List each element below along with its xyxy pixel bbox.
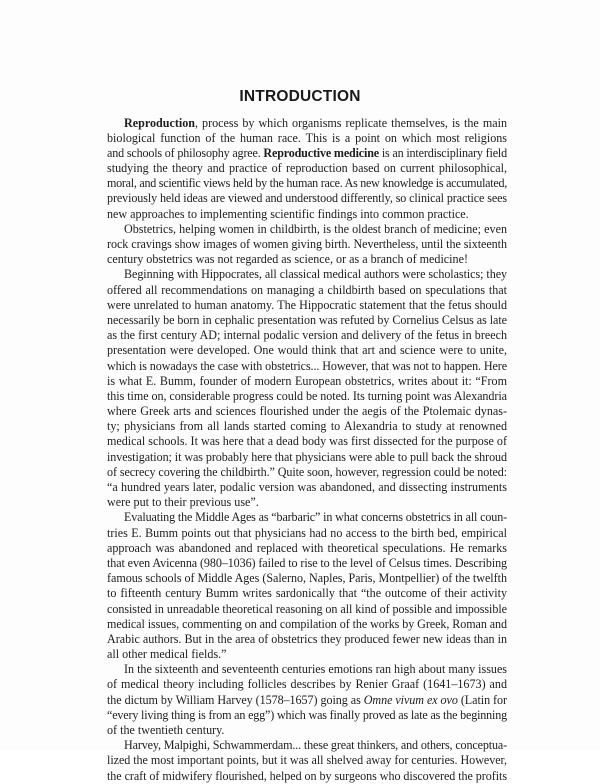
text-line: that even Avicenna (980–1036) failed to rise to the level of Celsus times. Describing <box>107 555 507 570</box>
text-line: century obstetrics was not regarded as science, or as a branch of medicine! <box>107 252 468 267</box>
paragraph <box>107 510 507 662</box>
text-line: famous schools of Middle Ages (Salerno, Naples, Paris, Montpellier) of the twelfth <box>107 571 507 586</box>
text-line: Obstetrics, helping women in childbirth, is the oldest branch of medicine; even <box>124 221 507 236</box>
text-line: Reproduction, process by which organisms replicate themselves, is the main <box>124 115 507 130</box>
text-line: previously held ideas are viewed and understood differently, so clinical practice sees <box>107 191 507 206</box>
text-line: as the first century AD; internal podalic version and delivery of the fetus in breech <box>107 328 507 343</box>
text-line: and schools of philosophy agree. Reproductive medicine is an interdisciplinary field <box>107 145 507 160</box>
text-line: the dictum by William Harvey (1578–1657) going as Omne vivum ex ovo (Latin for <box>107 692 507 707</box>
text-line: is what E. Bumm, founder of modern European obstetrics, writes about it: “From <box>107 373 507 388</box>
paragraph <box>107 222 507 268</box>
text-line: biological function of the human race. This is a point on which most religions <box>107 130 507 145</box>
text-line: medical issues, commenting on and compilation of the works by Greek, Roman and <box>107 616 507 631</box>
text-line: this time on, considerable progress could be noted. Its turning point was Alexandria <box>107 388 507 403</box>
paragraph <box>107 267 507 510</box>
text-line: were unrelated to human anatomy. The Hippocratic statement that the fetus should <box>107 297 507 312</box>
text-line: necessarily be born in cephalic presentation was refuted by Cornelius Celsus as late <box>107 312 508 327</box>
text-line: Arabic authors. But in the area of obstetrics they produced fewer new ideas than in <box>107 631 507 646</box>
paragraph <box>107 116 507 222</box>
text-line: of secrecy covering the childbirth.” Quite soon, however, regression could be noted: <box>107 464 507 479</box>
text-line: Beginning with Hippocrates, all classical medical authors were scholastics; they <box>124 267 507 282</box>
text-line: where Greek arts and sciences flourished under the aegis of the Ptolemaic dynas- <box>107 404 507 419</box>
text-line: consisted in unreadable theoretical reasoning on all kind of possible and impossible <box>107 601 507 616</box>
text-line: presentation were developed. One would think that art and science were to unite, <box>107 343 507 358</box>
text-line: lized the most important points, but it was all shelved away for centuries. However, <box>107 753 507 768</box>
paragraph <box>107 662 507 738</box>
text-line: approach was abandoned and replaced with theoretical speculations. He remarks <box>107 540 507 555</box>
text-line: ty; physicians from all lands started coming to Alexandria to study at renowned <box>107 419 507 434</box>
body-text <box>107 116 507 784</box>
text-line: of medical theory including follicles describes by Renier Graaf (1641–1673) and <box>107 677 507 692</box>
text-line: studying the theory and practice of reproduction based on current philosophical, <box>107 161 507 176</box>
text-line: “every living thing is from an egg”) which was finally proved as late as the beginning <box>107 707 507 722</box>
text-line: which is nowadays the case with obstetrics... However, that was not to happen. Here <box>107 358 507 373</box>
text-line: all other medical fields.” <box>107 647 227 662</box>
text-line: to fifteenth century Bumm writes sardonically that “the outcome of their activity <box>107 586 507 601</box>
text-line: offered all recommendations on managing a childbirth based on speculations that <box>107 282 507 297</box>
text-line: were put to their previous use”. <box>107 495 259 510</box>
text-line: investigation; it was probably here that physicians were able to pull back the shroud <box>107 449 507 464</box>
text-line: “a hundred years later, podalic version was abandoned, and dissecting instruments <box>107 480 507 494</box>
text-line: moral, and scientific views held by the human race. As new knowledge is accumulated, <box>107 176 507 191</box>
text-line: rock cravings show images of women giving birth. Nevertheless, until the sixteenth <box>107 237 507 251</box>
text-line: Evaluating the Middle Ages as “barbaric” in what concerns obstetrics in all coun- <box>124 510 507 525</box>
paragraph <box>107 738 507 784</box>
text-line: In the sixteenth and seventeenth centuries emotions ran high about many issues <box>124 662 507 677</box>
text-line: medical schools. It was here that a dead body was first dissected for the purpose of <box>107 434 507 449</box>
text-line: the craft of midwifery flourished, helped on by surgeons who discovered the profits <box>107 768 507 783</box>
text-line: of the twentieth century. <box>107 723 225 737</box>
text-line: Harvey, Malpighi, Schwammerdam... these great thinkers, and others, conceptua- <box>124 738 507 753</box>
text-line: tries E. Bumm points out that physicians had no access to the birth bed, empirical <box>107 525 507 540</box>
page-title: INTRODUCTION <box>239 88 361 105</box>
text-line: new approaches to implementing scientific findings into common practice. <box>107 206 469 221</box>
